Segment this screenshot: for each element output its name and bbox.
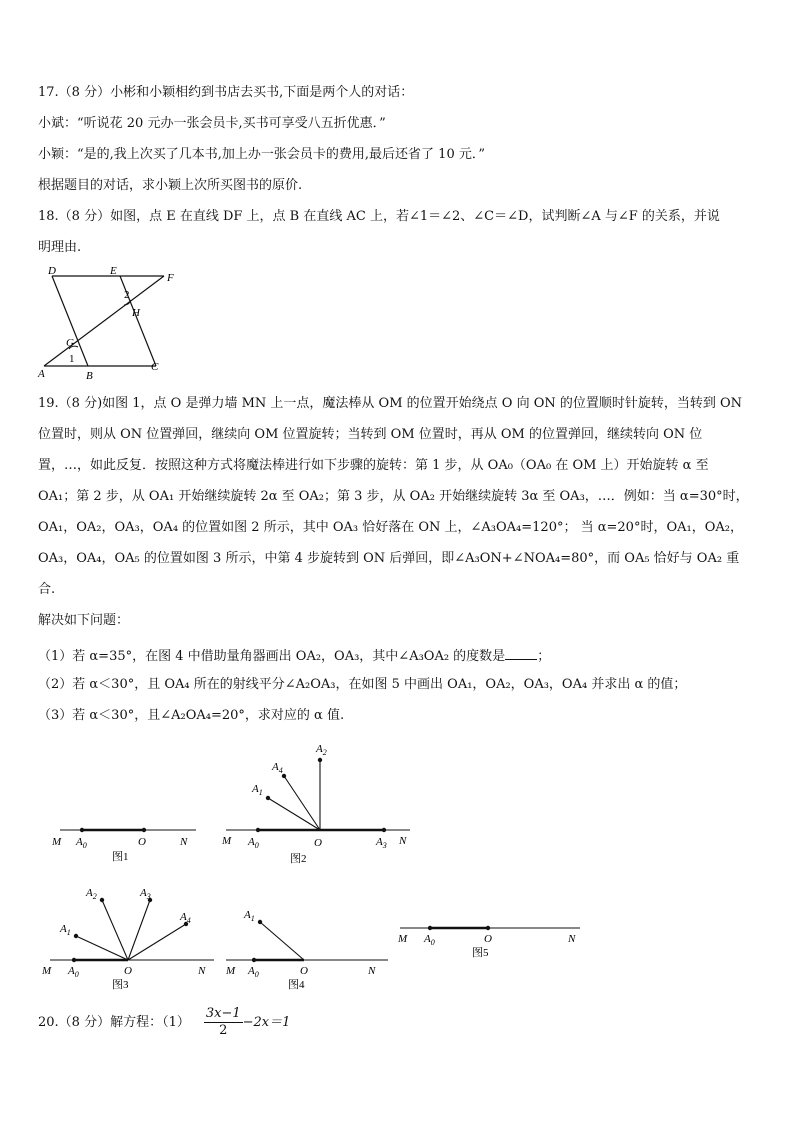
q19-line-6: OA₃，OA₄，OA₅ 的位置如图 3 所示，中第 4 步旋转到 ON 后弹回，即∠A₃ON+∠NOA₄=80°，而 OA₅ 恰好与 OA₂ 重 [38, 551, 740, 566]
svg-text:A1: $A_1$ [252, 783, 263, 797]
svg-text:A4: $A_4$ [180, 911, 191, 925]
svg-text:M: M [222, 835, 232, 847]
q18-figure [36, 266, 186, 382]
label-B: B [86, 370, 93, 382]
q19-line-4: OA₁；第 2 步，从 OA₁ 开始继续旋转 2α 至 OA₂；第 3 步，从 OA₂ 开始继续旋转 3α 至 OA₃，…．例如：当 α=30°时， [38, 489, 749, 504]
svg-text:A1: $A_1$ [244, 909, 255, 923]
label-C: C [151, 361, 159, 373]
fig5-caption: 图5 [472, 947, 489, 959]
q17-question: 根据题目的对话，求小颖上次所买图书的原价. [38, 178, 303, 193]
svg-text:A0: $A_0$ [248, 965, 259, 979]
figure-2 [216, 740, 412, 868]
svg-text:O: O [124, 965, 132, 977]
q20-fraction [204, 1006, 243, 1039]
q19-part-1-end: ； [537, 649, 551, 664]
svg-text:N: N [368, 965, 376, 977]
label-H: H [132, 307, 140, 319]
svg-text:O: O [300, 965, 308, 977]
q17-dialog-1: 小斌：“听说花 20 元办一张会员卡,买书可享受八五折优惠．” [38, 116, 386, 131]
svg-text:M: M [42, 965, 52, 977]
q20-numerator: 3x−1 [205, 1006, 241, 1021]
angle-2-label: 2 [124, 289, 130, 301]
answer-blank[interactable] [505, 647, 537, 660]
svg-text:N: N [180, 836, 188, 848]
q20 [38, 1006, 290, 1039]
q19-part-3: （3）若 α＜30°，且∠A₂OA₄=20°，求对应的 α 值. [38, 708, 345, 723]
angle-1-label: 1 [69, 353, 75, 365]
svg-text:A2: $A_2$ [86, 887, 97, 901]
svg-text:A2: $A_2$ [316, 743, 327, 757]
figure-3 [38, 880, 218, 992]
svg-text:A4: $A_4$ [272, 761, 283, 775]
label-D: D [48, 265, 56, 277]
svg-text:N: N [399, 835, 407, 847]
svg-text:A0: $A_0$ [76, 836, 87, 850]
svg-text:M: M [52, 836, 62, 848]
q20-denominator: 2 [219, 1023, 228, 1038]
svg-text:M: M [226, 965, 236, 977]
svg-text:A3: $A_3$ [140, 887, 151, 901]
q20-rest: −2x＝1 [242, 1014, 291, 1030]
fig2-caption: 图2 [290, 853, 307, 865]
fig3-caption: 图3 [112, 979, 129, 991]
q19-line-1: 19.（8 分)如图 1，点 O 是弹力墙 MN 上一点，魔法棒从 OM 的位置开始绕点 O 向 ON 的位置顺时针旋转，当转到 ON [38, 396, 743, 411]
q19-line-2: 位置时，则从 ON 位置弹回，继续向 OM 位置旋转；当转到 OM 位置时，再从 OM 的位置弹回，继续转向 ON 位 [38, 427, 703, 442]
label-E: E [110, 265, 117, 277]
figure-5 [392, 918, 582, 964]
svg-text:A1: $A_1$ [60, 923, 71, 937]
svg-text:O: O [314, 837, 322, 849]
label-F: F [167, 272, 174, 284]
svg-text:N: N [198, 965, 206, 977]
label-A: A [38, 368, 45, 380]
figure-1 [48, 820, 208, 868]
label-G: G [66, 337, 74, 349]
svg-text:O: O [138, 836, 146, 848]
svg-text:M: M [398, 933, 408, 945]
q19-part-2: （2）若 α＜30°，且 OA₄ 所在的射线平分∠A₂OA₃，在如图 5 中画出 OA₁，OA₂，OA₃，OA₄ 并求出 α 的值； [38, 677, 687, 692]
q18-line-2: 明理由. [38, 240, 82, 255]
svg-text:O: O [484, 933, 492, 945]
q17-header: 17.（8 分）小彬和小颖相约到书店去买书,下面是两个人的对话： [38, 85, 414, 100]
q19-solve-heading: 解决如下问题： [38, 613, 130, 628]
svg-text:A3: $A_3$ [376, 836, 387, 850]
q19-part-1 [38, 647, 550, 665]
fig4-caption: 图4 [288, 979, 305, 991]
fig1-caption: 图1 [112, 851, 129, 863]
q19-line-7: 合. [38, 582, 56, 597]
q19-line-3: 置，…，如此反复．按照这种方式将魔法棒进行如下步骤的旋转：第 1 步，从 OA₀（OA₀ 在 OM 上）开始旋转 α 至 [38, 458, 709, 473]
svg-text:A0: $A_0$ [68, 965, 79, 979]
svg-text:A0: $A_0$ [248, 836, 259, 850]
q19-line-5: OA₁，OA₂，OA₃，OA₄ 的位置如图 2 所示，其中 OA₃ 恰好落在 ON 上，∠A₃OA₄=120°； 当 α=20°时，OA₁，OA₂， [38, 520, 743, 535]
q17-dialog-2: 小颖：“是的,我上次买了几本书,加上办一张会员卡的费用,最后还省了 10 元．” [38, 147, 485, 162]
q20-label: 20.（8 分）解方程：（1） [38, 1014, 190, 1030]
svg-text:A0: $A_0$ [424, 933, 435, 947]
q19-part-1-text: （1）若 α=35°，在图 4 中借助量角器画出 OA₂，OA₃，其中∠A₃OA₂ 的度数是 [38, 649, 506, 664]
q18-line-1: 18.（8 分）如图，点 E 在直线 DF 上，点 B 在直线 AC 上，若∠1＝∠2、∠C＝∠D，试判断∠A 与∠F 的关系，并说 [38, 209, 720, 224]
figure-4 [222, 900, 392, 994]
svg-text:N: N [568, 933, 576, 945]
